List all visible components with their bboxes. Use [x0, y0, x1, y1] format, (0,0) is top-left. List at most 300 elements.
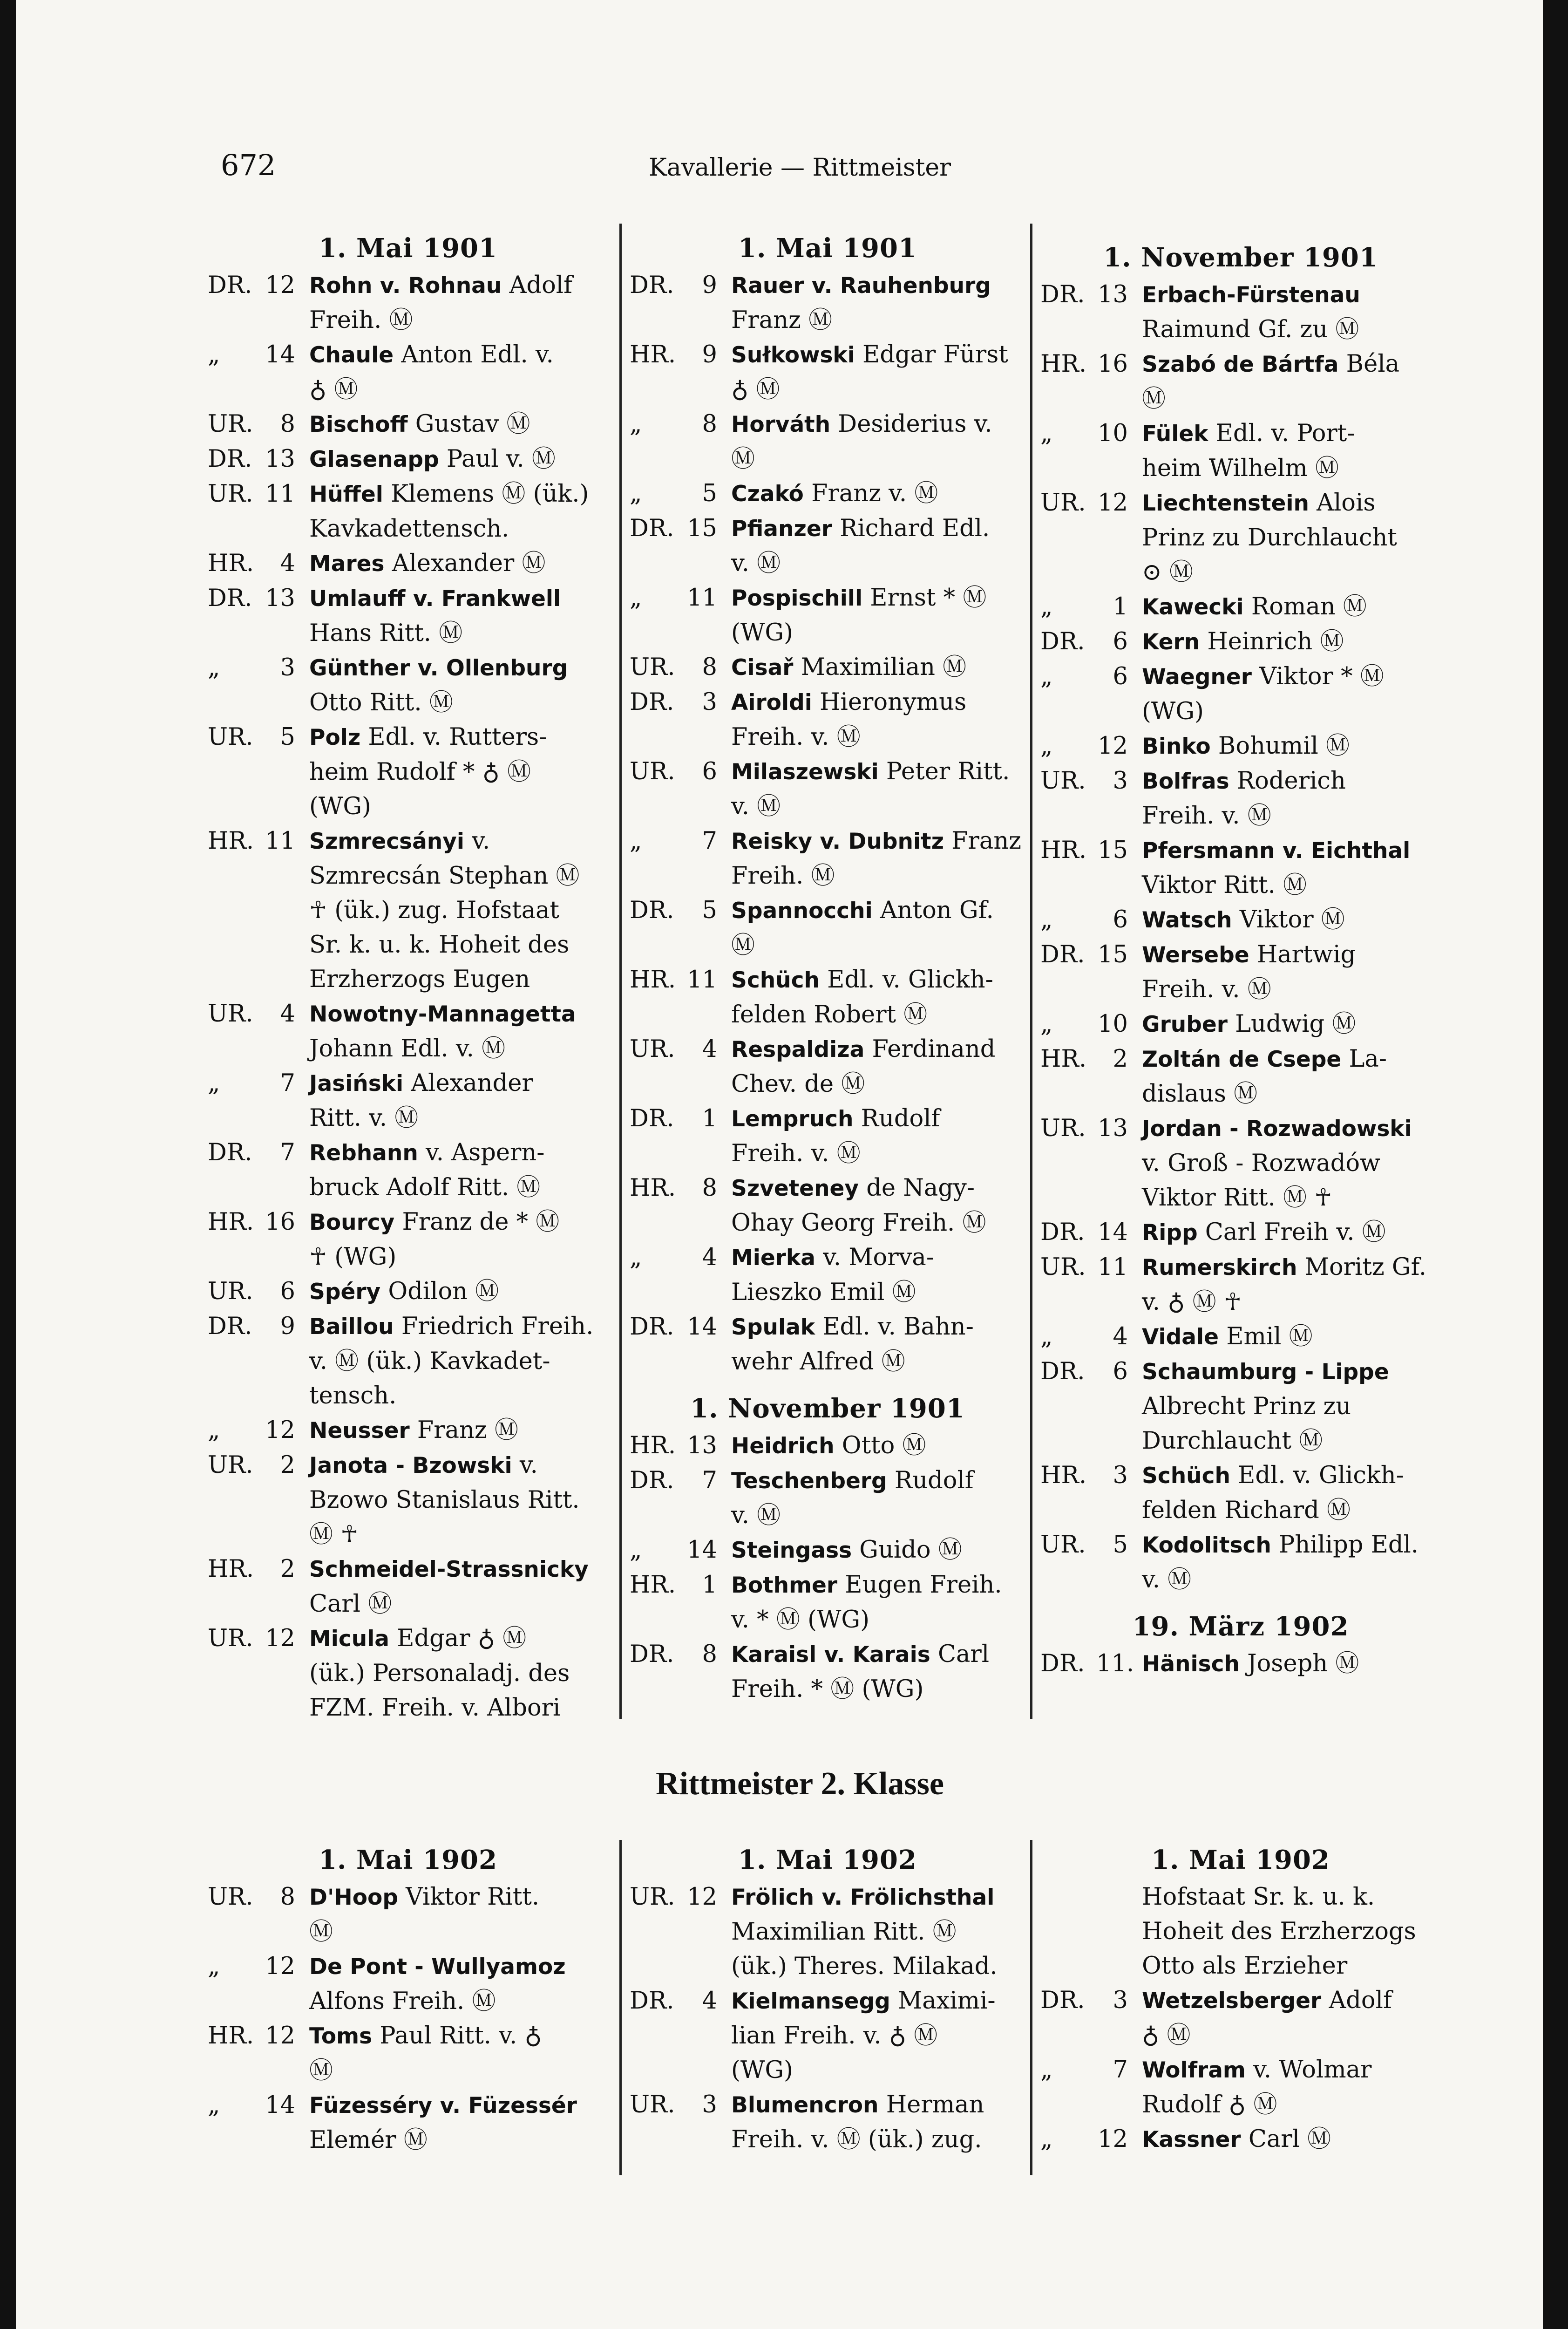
officer-surname: Füzesséry v. Füzessér	[309, 2093, 577, 2118]
entry-text	[731, 1880, 1025, 1915]
entry-text	[309, 1205, 608, 1240]
entry-continuation: Ritt. v. Ⓜ	[309, 1104, 419, 1132]
entry-row	[1040, 1007, 1441, 1042]
regiment-abbrev: „	[630, 1536, 642, 1564]
entry-row	[1040, 2122, 1441, 2157]
date-heading: 1. Mai 1901	[738, 233, 917, 264]
officer-surname: Fülek	[1142, 421, 1208, 447]
officer-surname: Spulak	[731, 1314, 815, 1340]
regiment-number: 7	[702, 827, 717, 855]
officer-surname: Cisař	[731, 655, 794, 681]
regiment-number: 4	[1113, 1323, 1128, 1350]
entry-text	[1142, 1042, 1441, 1077]
entry-continuation: Sr. k. u. k. Hoheit des	[309, 931, 570, 959]
entry-text	[1142, 938, 1441, 973]
regiment-number: 12	[265, 2022, 295, 2050]
entry-row	[630, 1429, 1025, 1464]
entry-row	[630, 1984, 1025, 2019]
column-rule-2	[1030, 224, 1032, 1719]
entry-continuation: Ⓜ	[309, 1918, 333, 1946]
officer-surname: Kassner	[1142, 2127, 1241, 2152]
entry-row	[1040, 1320, 1441, 1355]
entry-details: Herman	[878, 2091, 984, 2118]
entry-details: Heinrich Ⓜ	[1200, 628, 1344, 655]
entry-text	[1142, 1983, 1441, 2018]
entry-continuation: Viktor Ritt. Ⓜ ☥	[1142, 1184, 1332, 1212]
regiment-number: 1	[1113, 593, 1128, 620]
regiment-number: 16	[1098, 350, 1128, 378]
regiment-number: 8	[280, 410, 295, 438]
section2-column-1	[208, 1845, 608, 2158]
entry-details: v. Wolmar	[1245, 2056, 1372, 2084]
officer-surname: Karaisl v. Karais	[731, 1642, 930, 1668]
officer-surname: Reisky v. Dubnitz	[731, 829, 944, 854]
entry-text	[731, 338, 1025, 373]
officer-surname: Kielmansegg	[731, 1989, 890, 2014]
entry-details: Franz v. Ⓜ	[803, 480, 938, 507]
regiment-number: 6	[1113, 906, 1128, 933]
entry-details: Edgar ♁ Ⓜ	[389, 1625, 527, 1652]
officer-surname: Erbach-Fürstenau	[1142, 282, 1360, 308]
entry-continuation: tensch.	[309, 1382, 397, 1410]
date-heading: 19. März 1902	[1132, 1611, 1349, 1642]
officer-surname: Chaule	[309, 342, 394, 368]
entry-row	[1040, 1215, 1441, 1250]
entry-continuation: Franz Ⓜ	[731, 306, 833, 334]
regiment-number: 7	[1113, 2056, 1128, 2084]
entry-continuation: Ⓜ	[731, 445, 755, 473]
regiment-abbrev: DR.	[630, 897, 674, 924]
regiment-number: 3	[1113, 1462, 1128, 1489]
officer-surname: Blumencron	[731, 2092, 879, 2118]
regiment-abbrev: „	[1040, 732, 1053, 760]
regiment-number: 13	[265, 585, 295, 612]
regiment-number: 12	[265, 1416, 295, 1444]
regiment-abbrev: UR.	[1040, 489, 1086, 517]
regiment-number: 11.	[1096, 1650, 1134, 1677]
entry-continuation: wehr Alfred Ⓜ	[731, 1348, 905, 1376]
officer-surname: Günther v. Ollenburg	[309, 655, 568, 681]
regiment-abbrev: DR.	[1040, 628, 1085, 655]
entry-row	[630, 824, 1025, 859]
entry-row	[630, 1533, 1025, 1568]
officer-surname: Glasenapp	[309, 447, 439, 472]
regiment-number: 5	[280, 723, 295, 751]
regiment-abbrev: UR.	[208, 1000, 253, 1028]
officer-surname: Pospischill	[731, 586, 863, 611]
regiment-number: 11	[265, 827, 295, 855]
officer-surname: Polz	[309, 725, 361, 750]
entry-text	[731, 755, 1025, 790]
entry-row	[1040, 1111, 1441, 1146]
entry-details: Paul v. Ⓜ	[439, 445, 556, 473]
officer-surname: Sułkowski	[731, 342, 855, 368]
regiment-number: 6	[1113, 1358, 1128, 1385]
entry-continuation: ♁ Ⓜ	[309, 376, 358, 403]
entry-text	[309, 997, 608, 1032]
entry-continuation: Ⓜ	[731, 932, 755, 959]
officer-surname: Toms	[309, 2023, 373, 2049]
entry-continuation: ♁ Ⓜ	[1142, 2022, 1191, 2049]
entry-row	[630, 685, 1025, 720]
entry-row	[1040, 486, 1441, 521]
entry-text	[309, 268, 608, 303]
entry-details: Paul Ritt. v. ♁	[372, 2022, 542, 2050]
entry-continuation: Kavkadettensch.	[309, 515, 509, 543]
entry-row	[1040, 416, 1441, 451]
regiment-abbrev: „	[1040, 420, 1053, 447]
entry-text	[1142, 1320, 1441, 1355]
entry-continuation: Szmrecsán Stephan Ⓜ	[309, 862, 580, 890]
section-title: Rittmeister 2. Klasse	[656, 1766, 944, 1802]
regiment-number: 6	[280, 1278, 295, 1305]
regiment-abbrev: DR.	[630, 272, 674, 299]
entry-row	[1040, 1647, 1441, 1682]
regiment-number: 13	[1098, 281, 1128, 308]
officer-surname: Pfianzer	[731, 516, 832, 542]
regiment-number: 12	[687, 1883, 717, 1911]
regiment-abbrev: HR.	[208, 1208, 254, 1236]
regiment-number: 8	[280, 1883, 295, 1911]
entry-details: Guido Ⓜ	[852, 1536, 962, 1564]
entry-text	[1142, 486, 1441, 521]
officer-surname: Spéry	[309, 1279, 381, 1305]
entry-continuation: ☥ (ük.) zug. Hofstaat	[309, 897, 560, 924]
officer-surname: De Pont - Wullyamoz	[309, 1954, 566, 1980]
entry-details: Viktor * Ⓜ	[1251, 663, 1384, 690]
entry-details: Anton Gf.	[872, 897, 994, 924]
regiment-number: 12	[265, 272, 295, 299]
regiment-abbrev: DR.	[1040, 1650, 1085, 1677]
regiment-number: 15	[1098, 941, 1128, 968]
regiment-abbrev: DR.	[630, 1313, 674, 1341]
regiment-abbrev: DR.	[208, 1313, 252, 1340]
regiment-number: 3	[702, 2091, 717, 2118]
entry-continuation: Carl Ⓜ	[309, 1590, 392, 1618]
entry-text	[731, 1464, 1025, 1498]
entry-continuation: Hofstaat Sr. k. u. k.	[1142, 1883, 1375, 1911]
date-heading: 1. November 1901	[690, 1393, 965, 1424]
entry-row	[1040, 903, 1441, 938]
regiment-abbrev: „	[630, 584, 642, 612]
entry-text	[309, 1621, 608, 1656]
entry-text	[1142, 590, 1441, 625]
officer-surname: Hänisch	[1142, 1651, 1240, 1677]
entry-details: Eugen Freih.	[837, 1571, 1002, 1599]
entry-text	[731, 1171, 1025, 1206]
regiment-number: 2	[280, 1555, 295, 1583]
entry-row	[1040, 729, 1441, 764]
officer-surname: Janota - Bzowski	[309, 1453, 512, 1478]
entry-details: Otto Ⓜ	[834, 1432, 926, 1459]
officer-surname: Umlauff v. Frankwell	[309, 586, 561, 612]
entry-text	[309, 442, 608, 477]
entry-continuation: Freih. Ⓜ	[731, 862, 835, 890]
officer-surname: Zoltán de Csepe	[1142, 1047, 1342, 1072]
entry-details: Maximi-	[890, 1987, 996, 2015]
entry-details: Carl Freih v. Ⓜ	[1197, 1219, 1386, 1246]
regiment-number: 11	[1098, 1253, 1128, 1281]
entry-row	[1040, 938, 1441, 973]
entry-text	[731, 824, 1025, 859]
entry-row	[208, 2019, 608, 2054]
regiment-number: 2	[280, 1451, 295, 1479]
entry-details: Richard Edl.	[832, 515, 990, 542]
regiment-abbrev: DR.	[208, 445, 252, 473]
officer-surname: Waegner	[1142, 664, 1252, 690]
entry-text	[731, 477, 1025, 511]
entry-continuation: Bzowo Stanislaus Ritt.	[309, 1486, 580, 1514]
entry-details: Edl. v. Glickh-	[1230, 1462, 1404, 1489]
entry-text	[1142, 764, 1441, 799]
officer-surname: Bothmer	[731, 1573, 838, 1598]
entry-row	[208, 1552, 608, 1587]
entry-row	[208, 407, 608, 442]
officer-surname: Milaszewski	[731, 759, 879, 785]
entry-row	[1040, 347, 1441, 382]
entry-details: Ernst * Ⓜ	[862, 584, 987, 612]
entry-row	[208, 1621, 608, 1656]
regiment-number: 14	[687, 1536, 717, 1564]
regiment-number: 4	[280, 550, 295, 577]
regiment-abbrev: HR.	[1040, 350, 1087, 378]
regiment-abbrev: HR.	[630, 1571, 676, 1599]
running-title: Kavallerie — Rittmeister	[648, 154, 951, 182]
entry-continuation: v. Ⓜ (ük.) Kavkadet-	[309, 1348, 550, 1375]
entry-row	[208, 581, 608, 616]
officer-surname: Steingass	[731, 1538, 852, 1563]
entry-text	[731, 1568, 1025, 1603]
entry-continuation: (WG)	[309, 793, 371, 820]
page	[16, 0, 1543, 2329]
regiment-number: 7	[702, 1467, 717, 1494]
entry-continuation: Rudolf ♁ Ⓜ	[1142, 2091, 1277, 2118]
entry-continuation: Otto Ritt. Ⓜ	[309, 689, 453, 716]
entry-text	[1142, 416, 1441, 451]
entry-details: Maximilian Ⓜ	[793, 654, 967, 681]
entry-row	[630, 1240, 1025, 1275]
entry-continuation: (WG)	[731, 2057, 793, 2084]
entry-details: Alexander Ⓜ	[384, 550, 546, 577]
entry-row	[208, 1448, 608, 1483]
date-heading: 1. November 1901	[1103, 242, 1378, 273]
officer-surname: Mares	[309, 551, 385, 577]
entry-continuation: Alfons Freih. Ⓜ	[309, 1988, 496, 2015]
entry-row	[208, 1413, 608, 1448]
entry-continuation: lian Freih. v. ♁ Ⓜ	[731, 2022, 938, 2050]
officer-surname: Baillou	[309, 1314, 394, 1340]
entry-row	[630, 893, 1025, 928]
officer-surname: Heidrich	[731, 1433, 835, 1459]
regiment-abbrev: „	[1040, 1323, 1053, 1350]
regiment-abbrev: UR.	[208, 480, 253, 508]
entry-continuation: (WG)	[731, 619, 793, 647]
entry-details: Hartwig	[1249, 941, 1356, 968]
regiment-abbrev: DR.	[630, 1987, 674, 2015]
officer-surname: Rauer v. Rauhenburg	[731, 273, 991, 299]
entry-details: Edl. v. Bahn-	[815, 1313, 974, 1341]
officer-surname: Schüch	[731, 967, 820, 993]
regiment-number: 11	[687, 584, 717, 612]
entry-row	[208, 1136, 608, 1171]
entry-text	[1142, 2053, 1441, 2088]
entry-details: Bohumil Ⓜ	[1210, 732, 1350, 760]
entry-details: Klemens Ⓜ (ük.)	[383, 480, 589, 508]
regiment-abbrev: UR.	[1040, 1115, 1086, 1142]
regiment-number: 1	[702, 1571, 717, 1599]
entry-text	[1142, 278, 1441, 313]
regiment-abbrev: UR.	[1040, 767, 1086, 795]
regiment-number: 5	[702, 480, 717, 507]
regiment-abbrev: DR.	[208, 272, 252, 299]
regiment-abbrev: HR.	[1040, 1045, 1087, 1073]
entry-text	[1142, 2122, 1441, 2157]
regiment-number: 8	[702, 410, 717, 438]
officer-surname: Kern	[1142, 629, 1200, 655]
entry-text	[731, 407, 1025, 442]
regiment-abbrev: DR.	[1040, 281, 1085, 308]
entry-row	[1040, 764, 1441, 799]
entry-text	[309, 581, 608, 616]
entry-continuation: FZM. Freih. v. Albori	[309, 1694, 561, 1722]
officer-surname: Gruber	[1142, 1012, 1228, 1037]
entry-continuation: Raimund Gf. zu Ⓜ	[1142, 316, 1359, 343]
entry-continuation: Hans Ritt. Ⓜ	[309, 620, 463, 647]
regiment-abbrev: UR.	[630, 654, 675, 681]
officer-surname: Kodolitsch	[1142, 1532, 1271, 1558]
column-rule-3	[619, 1840, 622, 2175]
regiment-abbrev: „	[630, 480, 642, 507]
entry-text	[731, 1637, 1025, 1672]
regiment-abbrev: UR.	[208, 723, 253, 751]
regiment-abbrev: DR.	[630, 1467, 674, 1494]
entry-continuation: Ohay Georg Freih. Ⓜ	[731, 1209, 986, 1237]
regiment-number: 8	[702, 1174, 717, 1202]
entry-continuation: dislaus Ⓜ	[1142, 1080, 1258, 1108]
regiment-number: 7	[280, 1139, 295, 1166]
regiment-abbrev: DR.	[1040, 941, 1085, 968]
officer-surname: Binko	[1142, 734, 1211, 759]
officer-surname: Bolfras	[1142, 769, 1229, 794]
entry-continuation: (ük.) Personaladj. des	[309, 1660, 570, 1687]
regiment-abbrev: HR.	[208, 550, 254, 577]
officer-surname: Horváth	[731, 412, 831, 437]
entry-row	[1040, 1983, 1441, 2018]
regiment-number: 6	[1113, 628, 1128, 655]
regiment-number: 12	[1098, 732, 1128, 760]
entry-continuation: Hoheit des Erzherzogs	[1142, 1918, 1416, 1945]
entry-continuation: v. Groß - Rozwadów	[1142, 1150, 1380, 1177]
entry-row	[630, 1568, 1025, 1603]
regiment-number: 14	[265, 2091, 295, 2119]
regiment-abbrev: DR.	[630, 515, 674, 542]
section1-column-1	[208, 233, 608, 1725]
regiment-number: 16	[265, 1208, 295, 1236]
entry-details: Adolf	[502, 272, 572, 299]
regiment-abbrev: UR.	[208, 1883, 253, 1911]
regiment-number: 7	[280, 1069, 295, 1097]
entry-text	[1142, 1458, 1441, 1493]
entry-row	[630, 581, 1025, 616]
entry-details: Rudolf	[853, 1105, 940, 1132]
entry-continuation: Johann Edl. v. Ⓜ	[309, 1035, 506, 1062]
entry-row	[208, 338, 608, 373]
entry-continuation: Prinz zu Durchlaucht	[1142, 524, 1397, 552]
entry-continuation: felden Richard Ⓜ	[1142, 1497, 1351, 1524]
regiment-number: 15	[1098, 837, 1128, 864]
entry-text	[731, 2088, 1025, 2123]
regiment-abbrev: UR.	[630, 1883, 675, 1911]
regiment-number: 4	[702, 1244, 717, 1271]
entry-details: Edl. v. Rutters-	[360, 723, 547, 751]
regiment-abbrev: „	[208, 1953, 220, 1980]
entry-details: Alexander	[403, 1069, 533, 1097]
entry-text	[731, 963, 1025, 998]
entry-row	[1040, 590, 1441, 625]
regiment-abbrev: UR.	[1040, 1531, 1086, 1559]
officer-surname: Schmeidel-Strassnicky	[309, 1557, 589, 1582]
entry-row	[208, 2088, 608, 2123]
officer-surname: Respaldiza	[731, 1037, 865, 1062]
date-heading: 1. Mai 1902	[1151, 1845, 1330, 1875]
regiment-number: 3	[1113, 767, 1128, 795]
regiment-number: 8	[702, 1641, 717, 1668]
regiment-abbrev: UR.	[630, 1035, 675, 1063]
officer-surname: Jasiński	[309, 1071, 404, 1096]
regiment-number: 13	[265, 445, 295, 473]
entry-text	[731, 650, 1025, 685]
regiment-abbrev: UR.	[630, 2091, 675, 2118]
entry-row	[1040, 2053, 1441, 2088]
regiment-abbrev: „	[1040, 593, 1053, 620]
entry-continuation: bruck Adolf Ritt. Ⓜ	[309, 1174, 541, 1201]
entry-text	[309, 338, 608, 373]
officer-surname: Rebhann	[309, 1140, 418, 1166]
section2-column-3	[1040, 1845, 1441, 2157]
entry-row	[208, 477, 608, 512]
entry-details: Franz de * Ⓜ	[394, 1208, 560, 1236]
officer-surname: Neusser	[309, 1418, 410, 1444]
regiment-number: 3	[1113, 1987, 1128, 2014]
entry-text	[1142, 1250, 1441, 1285]
entry-continuation: Ⓜ ☥	[309, 1521, 359, 1548]
entry-row	[630, 1102, 1025, 1137]
regiment-number: 5	[702, 897, 717, 924]
entry-continuation: v. ♁ Ⓜ ☥	[1142, 1288, 1242, 1316]
column-rule-1	[619, 224, 622, 1719]
entry-continuation: Elemér Ⓜ	[309, 2126, 428, 2154]
entry-text	[731, 1032, 1025, 1067]
regiment-number: 14	[1098, 1219, 1128, 1246]
officer-surname: Schaumburg - Lippe	[1142, 1359, 1389, 1385]
date-heading: 1. Mai 1902	[319, 1845, 497, 1875]
regiment-number: 3	[280, 654, 295, 681]
entry-row	[630, 407, 1025, 442]
entry-row	[630, 1464, 1025, 1498]
entry-continuation: v. Ⓜ	[731, 793, 781, 820]
entry-text	[731, 685, 1025, 720]
regiment-abbrev: HR.	[1040, 1462, 1087, 1489]
officer-surname: Teschenberg	[731, 1468, 887, 1494]
officer-surname: Nowotny-Mannagetta	[309, 1001, 576, 1027]
regiment-number: 13	[1098, 1115, 1128, 1142]
entry-row	[208, 442, 608, 477]
entry-text	[309, 651, 608, 686]
section2-column-2	[630, 1845, 1025, 2157]
regiment-abbrev: „	[208, 654, 220, 681]
regiment-number: 4	[702, 1987, 717, 2015]
entry-row	[1040, 833, 1441, 868]
